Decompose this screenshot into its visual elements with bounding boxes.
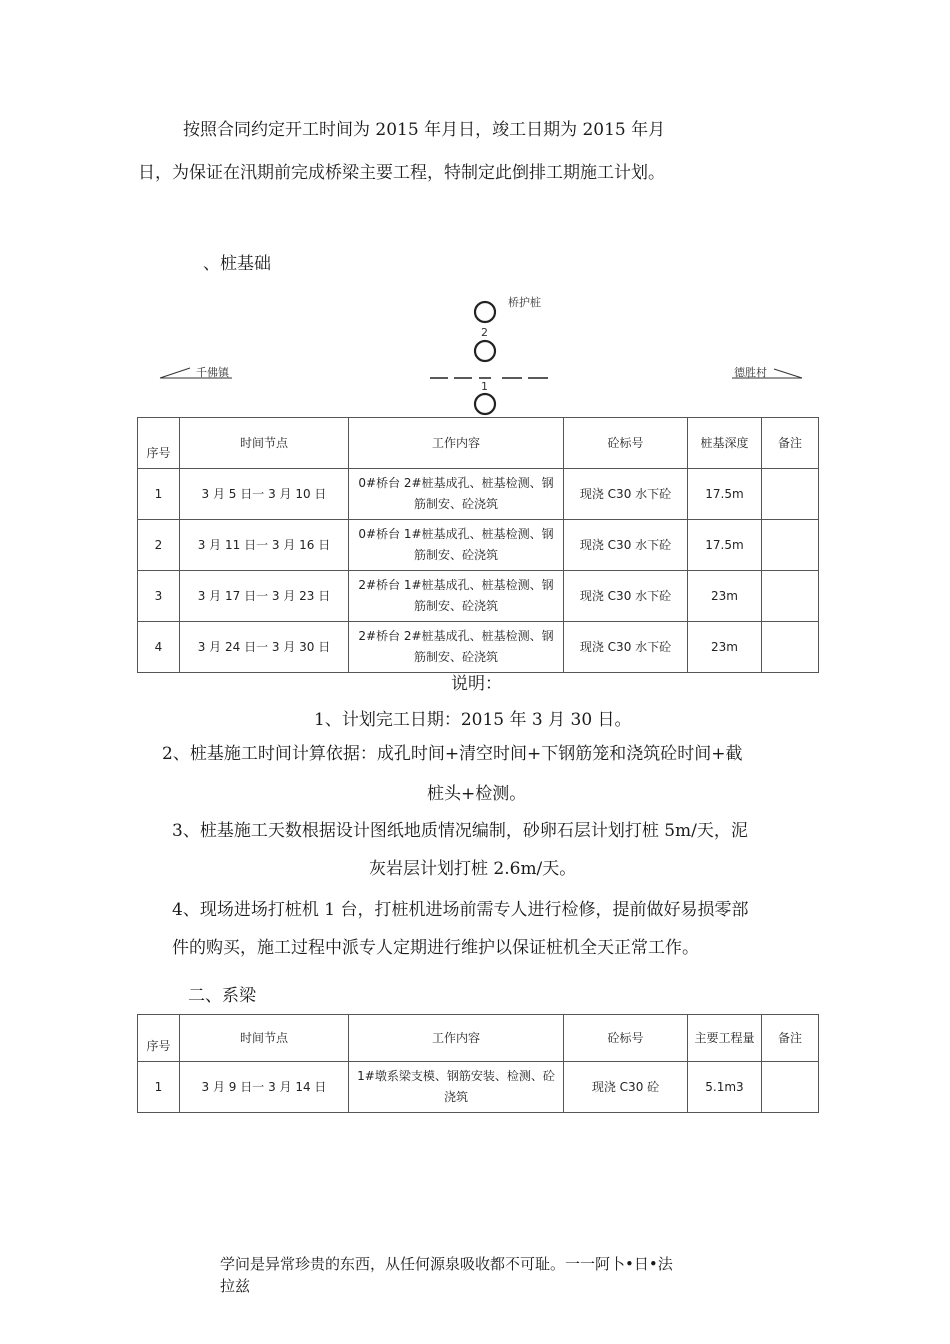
header-main-quantity: 主要工程量 — [688, 1015, 762, 1062]
section-heading-tie-beam: 二、系梁 — [188, 986, 256, 1006]
cell-work: 0#桥台 2#桩基成孔、桩基检测、钢筋制安、砼浇筑 — [349, 469, 564, 520]
intro-line-2: 日，为保证在汛期前完成桥梁主要工程，特制定此倒排工期施工计划。 — [138, 163, 665, 183]
header-work: 工作内容 — [349, 1015, 564, 1062]
direction-arrow-left — [160, 368, 190, 378]
cell-time: 3 月 24 日一 3 月 30 日 — [180, 622, 349, 673]
cell-seq: 4 — [138, 622, 180, 673]
cell-time: 3 月 9 日一 3 月 14 日 — [180, 1062, 349, 1113]
table-row — [138, 622, 819, 673]
footer-quote-line-2: 拉兹 — [220, 1276, 251, 1295]
note-2-line-2: 桩头+检测。 — [427, 784, 527, 804]
cell-work: 1#墩系梁支模、钢筋安装、检测、砼浇筑 — [349, 1062, 564, 1113]
note-2-line-1: 2、桩基施工时间计算依据：成孔时间+清空时间+下钢筋笼和浇筑砼时间+截 — [162, 744, 743, 764]
direction-arrow-right — [774, 369, 802, 378]
label-pile-number-2: 2 — [481, 326, 488, 339]
table-header-row — [138, 1015, 819, 1062]
cell-remarks — [762, 469, 819, 520]
footer-quote — [220, 1254, 780, 1298]
cell-remarks — [762, 571, 819, 622]
cell-pile-depth: 17.5m — [688, 469, 762, 520]
cell-pile-depth: 23m — [688, 571, 762, 622]
label-bridge-guard-pile: 桥护桩 — [508, 296, 541, 309]
header-time: 时间节点 — [180, 1015, 349, 1062]
cell-concrete-grade: 现浇 C30 水下砼 — [564, 571, 688, 622]
cell-pile-depth: 23m — [688, 622, 762, 673]
cell-remarks — [762, 1062, 819, 1113]
cell-time: 3 月 5 日一 3 月 10 日 — [180, 469, 349, 520]
note-1: 1、计划完工日期：2015 年 3 月 30 日。 — [314, 710, 632, 730]
header-work: 工作内容 — [349, 418, 564, 469]
header-seq: 序号 — [138, 418, 180, 469]
cell-seq: 2 — [138, 520, 180, 571]
header-concrete-grade: 砼标号 — [564, 1015, 688, 1062]
tie-beam-schedule-table — [137, 1014, 819, 1113]
header-pile-depth: 桩基深度 — [688, 418, 762, 469]
cell-work: 2#桥台 2#桩基成孔、桩基检测、钢筋制安、砼浇筑 — [349, 622, 564, 673]
pile-layout-diagram — [150, 290, 820, 420]
note-4-line-2: 件的购买，施工过程中派专人定期进行维护以保证桩机全天正常工作。 — [172, 938, 699, 958]
cell-concrete-grade: 现浇 C30 水下砼 — [564, 622, 688, 673]
intro-line-1: 按照合同约定开工时间为 2015 年月日，竣工日期为 2015 年月 — [183, 120, 666, 140]
cell-remarks — [762, 520, 819, 571]
cell-concrete-grade: 现浇 C30 水下砼 — [564, 520, 688, 571]
cell-concrete-grade: 现浇 C30 砼 — [564, 1062, 688, 1113]
note-3-line-1: 3、桩基施工天数根据设计图纸地质情况编制，砂卵石层计划打桩 5m/天，泥 — [172, 821, 748, 841]
cell-pile-depth: 17.5m — [688, 520, 762, 571]
footer-quote-line-1: 学问是异常珍贵的东西，从任何源泉吸收都不可耻。一一阿卜•日•法 — [220, 1255, 673, 1273]
note-4-line-1: 4、现场进场打桩机 1 台，打桩机进场前需专人进行检修，提前做好易损零部 — [172, 900, 749, 920]
table-row — [138, 520, 819, 571]
cell-work: 0#桥台 1#桩基成孔、桩基检测、钢筋制安、砼浇筑 — [349, 520, 564, 571]
table-row — [138, 469, 819, 520]
cell-seq: 1 — [138, 1062, 180, 1113]
pile-circle-1 — [475, 394, 495, 414]
label-pile-number-1: 1 — [481, 380, 488, 393]
table-header-row — [138, 418, 819, 469]
cell-main-quantity: 5.1m3 — [688, 1062, 762, 1113]
header-concrete-grade: 砼标号 — [564, 418, 688, 469]
pile-circle-top — [475, 302, 495, 322]
notes-title: 说明： — [451, 674, 502, 694]
pile-circle-2 — [475, 341, 495, 361]
header-time: 时间节点 — [180, 418, 349, 469]
cell-seq: 1 — [138, 469, 180, 520]
cell-remarks — [762, 622, 819, 673]
table-row — [138, 571, 819, 622]
header-remarks: 备注 — [762, 1015, 819, 1062]
cell-concrete-grade: 现浇 C30 水下砼 — [564, 469, 688, 520]
label-direction-left: 千佛镇 — [196, 366, 229, 379]
label-direction-right: 德胜村 — [734, 366, 767, 379]
cell-work: 2#桥台 1#桩基成孔、桩基检测、钢筋制安、砼浇筑 — [349, 571, 564, 622]
cell-seq: 3 — [138, 571, 180, 622]
cell-time: 3 月 11 日一 3 月 16 日 — [180, 520, 349, 571]
pile-schedule-table — [137, 417, 819, 673]
cell-time: 3 月 17 日一 3 月 23 日 — [180, 571, 349, 622]
note-3-line-2: 灰岩层计划打桩 2.6m/天。 — [369, 859, 577, 879]
header-remarks: 备注 — [762, 418, 819, 469]
header-seq: 序号 — [138, 1015, 180, 1062]
table-row — [138, 1062, 819, 1113]
section-heading-pile-foundation: 、桩基础 — [203, 254, 271, 274]
